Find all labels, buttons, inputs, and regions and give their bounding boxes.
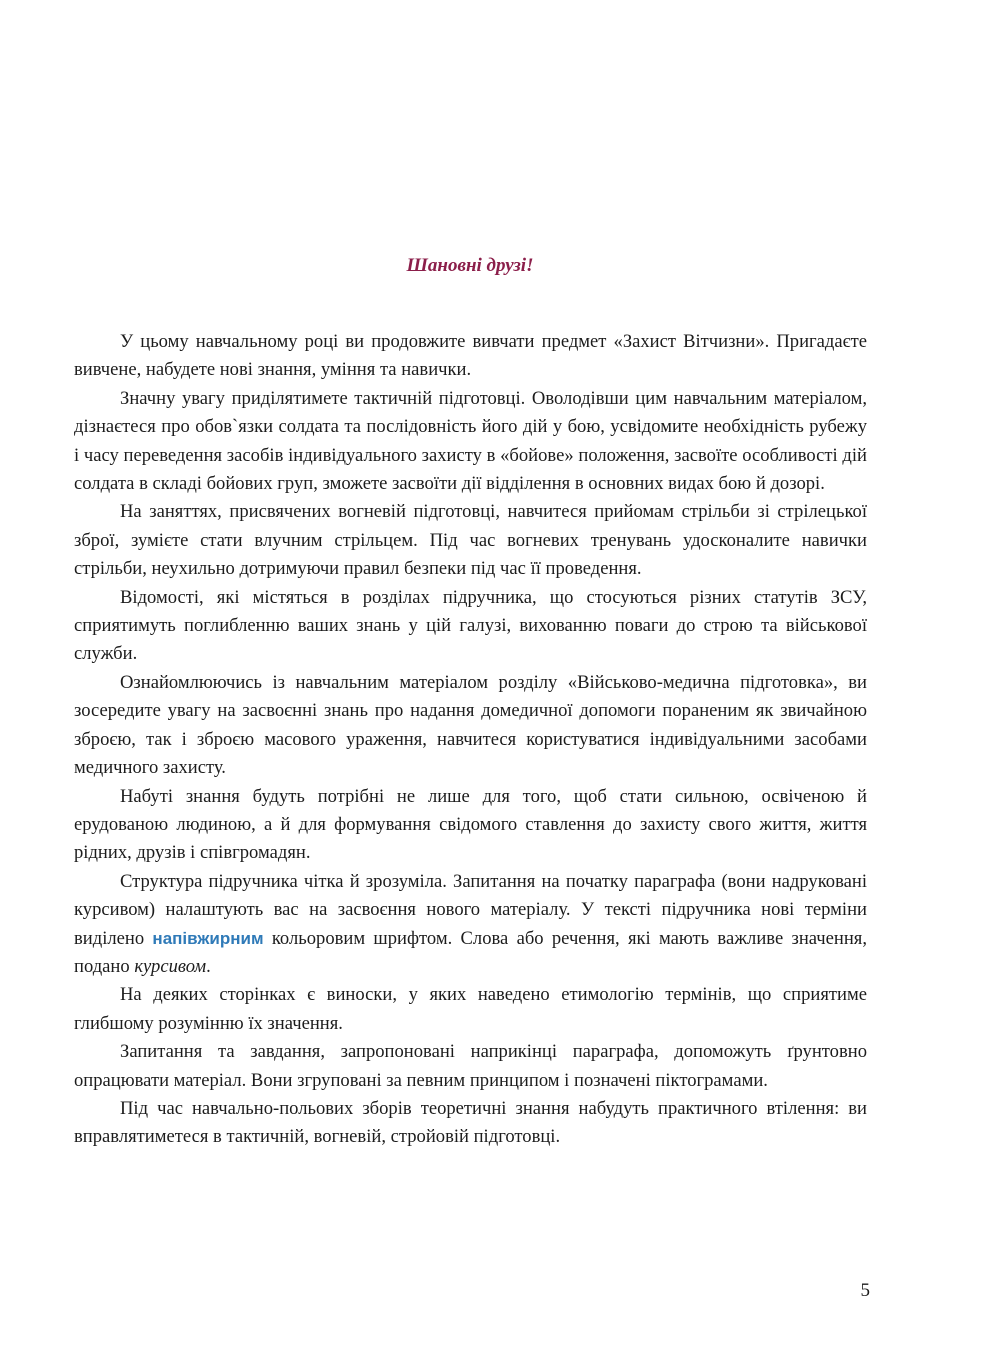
page-number: 5 [860,1280,870,1301]
italic-term: курсивом [134,955,207,977]
bold-term: напівжирним [152,928,264,948]
paragraph: На заняттях, присвячених вогневій підготовці, навчитеся прийомам стрільби зі стрілецької зброї, зумієте стати влучним стрільцем. Під час вогневих тренувань удосконалите навички стрільби, неухильно дотримуючи правил безпеки під час її проведення. [74,501,867,580]
paragraph: Набуті знання будуть потрібні не лише для того, щоб стати сильною, освіченою й ерудованою людиною, а й для формування свідомого ставлення до захисту свого життя, життя рідних, друзів і співгромадян. [74,785,867,864]
structure-text-1: Структура підручника чітка й зрозуміла. Запитання на початку параграфа (вони надруковані курсивом) налаштують вас на засвоєння нового матеріалу. У тексті підручника нові терміни виділено [74,870,867,949]
structure-text-2: кольоровим шрифтом. Слова або речення, які мають важливе значення, подано [74,927,867,977]
paragraph: Під час навчально-польових зборів теоретичні знання набудуть практичного втілення: ви вправлятиметеся в тактичній, вогневій, стройовій підготовці. [74,1097,867,1148]
paragraph: Відомості, які містяться в розділах підручника, що стосуються різних статутів ЗСУ, сприятимуть поглибленню ваших знань у цій галузі, вихованню поваги до строю та військової служби. [74,586,867,665]
paragraph: У цьому навчальному році ви продовжите вивчати предмет «Захист Вітчизни». Пригадаєте вивчене, набудете нові знання, уміння та навички. [74,331,867,381]
body-text [74,328,867,1152]
structure-text-3: . [206,955,211,977]
paragraph: На деяких сторінках є виноски, у яких наведено етимологію термінів, що сприятиме глибшому розумінню їх значення. [74,984,867,1034]
page-heading: Шановні друзі! [406,255,534,276]
paragraph-structure [74,868,867,982]
paragraph: Запитання та завдання, запропоновані наприкінці параграфа, допоможуть ґрунтовно опрацювати матеріал. Вони згруповані за певним принципом і позначені піктограмами. [74,1041,867,1091]
paragraph: Ознайомлюючись із навчальним матеріалом розділу «Військово-медична підготовка», ви зосередите увагу на засвоєнні знань про надання домедичної допомоги пораненим як звичайною зброєю, так і зброєю масового ураження, навчитеся користуватися індивідуальними засобами медичного захисту. [74,671,867,779]
paragraph: Значну увагу приділятимете тактичній підготовці. Оволодівши цим навчальним матеріалом, дізнаєтеся про обов`язки солдата та послідовність його дій у бою, усвідомите необхідність рубежу і часу переведення засобів індивідуального захисту в «бойове» положення, засвоїте особливості дій солдата в складі бойових груп, зможете засвоїти дії відділення в основних видах бою й дозорі. [74,387,867,495]
